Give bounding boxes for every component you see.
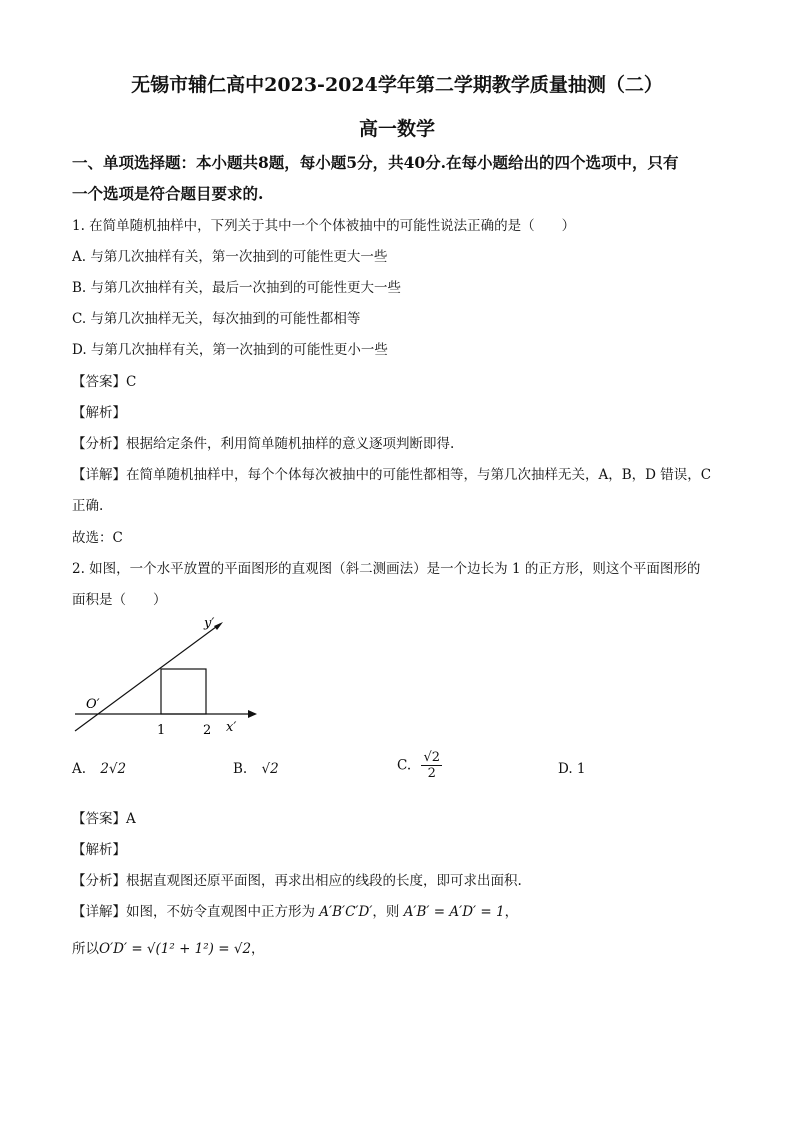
q1-fenxi: 【分析】根据给定条件，利用简单随机抽样的意义逐项判断即得. [72, 436, 455, 452]
q2-detail2-equation: O′D′ = √(1² + 1²) = √2 [99, 941, 252, 957]
q2-option-a-value: 2√2 [100, 761, 127, 777]
q2-fenxi: 【分析】根据直观图还原平面图，再求出相应的线段的长度，即可求出面积. [72, 873, 522, 889]
page-title: 无锡市辅仁高中2023-2024学年第二学期教学质量抽测（二） [131, 74, 663, 96]
q2-detail-line2 [72, 937, 265, 957]
q1-option-d: D. 与第几次抽样有关，第一次抽到的可能性更小一些 [72, 342, 388, 358]
q2-option-d: D. 1 [558, 761, 586, 777]
q2-option-c-denominator: 2 [427, 766, 436, 781]
q2-detail2-suffix: ， [251, 941, 265, 957]
q2-detail-line1 [72, 900, 518, 920]
tick-label-2: 2 [203, 723, 212, 738]
q2-option-b-label: B. [233, 761, 248, 777]
section-heading-line2: 一个选项是符合题目要求的. [72, 184, 264, 203]
y-axis-label: y′ [204, 616, 215, 631]
q2-detail1-mid: ，则 [372, 904, 404, 920]
q1-detail-line1: 【详解】在简单随机抽样中，每个个体每次被抽中的可能性都相等，与第几次抽样无关，A，B，D 错误，C [72, 467, 712, 483]
q1-option-b: B. 与第几次抽样有关，最后一次抽到的可能性更大一些 [72, 280, 402, 296]
q2-option-b-value: √2 [261, 761, 279, 777]
q1-option-a: A. 与第几次抽样有关，第一次抽到的可能性更大一些 [72, 249, 388, 265]
q2-detail1-prefix: 【详解】如图，不妨令直观图中正方形为 [72, 904, 320, 920]
q2-detail1-equation: A′B′ = A′D′ = 1 [403, 904, 505, 920]
q1-answer: 【答案】C [72, 374, 137, 390]
section-heading-line1: 一、单项选择题：本小题共8题，每小题5分，共40分.在每小题给出的四个选项中，只有 [72, 153, 679, 172]
q2-analysis-label: 【解析】 [72, 842, 126, 858]
q2-option-a [72, 761, 126, 777]
q2-detail2-prefix: 所以 [72, 941, 99, 957]
q2-stem-line2: 面积是（ ） [72, 592, 167, 608]
q2-detail1-suffix: ， [504, 904, 519, 920]
q2-option-c-fraction [421, 750, 442, 781]
unit-square [161, 669, 206, 714]
q2-option-b [233, 761, 279, 777]
q1-conclusion: 故选：C [72, 530, 123, 546]
page-subtitle: 高一数学 [358, 118, 435, 140]
q1-detail-line2: 正确. [72, 498, 104, 514]
q2-detail1-square: A′B′C′D′ [319, 904, 373, 920]
q2-option-a-label: A. [72, 761, 87, 777]
q1-option-c: C. 与第几次抽样无关，每次抽到的可能性都相等 [72, 311, 361, 327]
q2-option-c [397, 750, 442, 781]
q2-option-c-numerator: √2 [423, 750, 440, 765]
oblique-projection-figure [60, 612, 260, 742]
x-axis-label: x′ [226, 720, 237, 735]
y-axis [75, 624, 220, 731]
q1-stem: 1. 在简单随机抽样中，下列关于其中一个个体被抽中的可能性说法正确的是（ ） [72, 218, 576, 234]
q2-answer: 【答案】A [72, 811, 136, 827]
q2-stem-line1: 2. 如图，一个水平放置的平面图形的直观图（斜二测画法）是一个边长为 1 的正方形，则这个平面图形的 [72, 561, 701, 577]
tick-label-1: 1 [157, 723, 166, 738]
x-axis-arrow [248, 710, 257, 718]
q2-option-c-label: C. [397, 757, 412, 774]
origin-label: O′ [86, 697, 100, 712]
y-axis-arrow [214, 622, 223, 630]
q1-analysis-label: 【解析】 [72, 405, 126, 421]
